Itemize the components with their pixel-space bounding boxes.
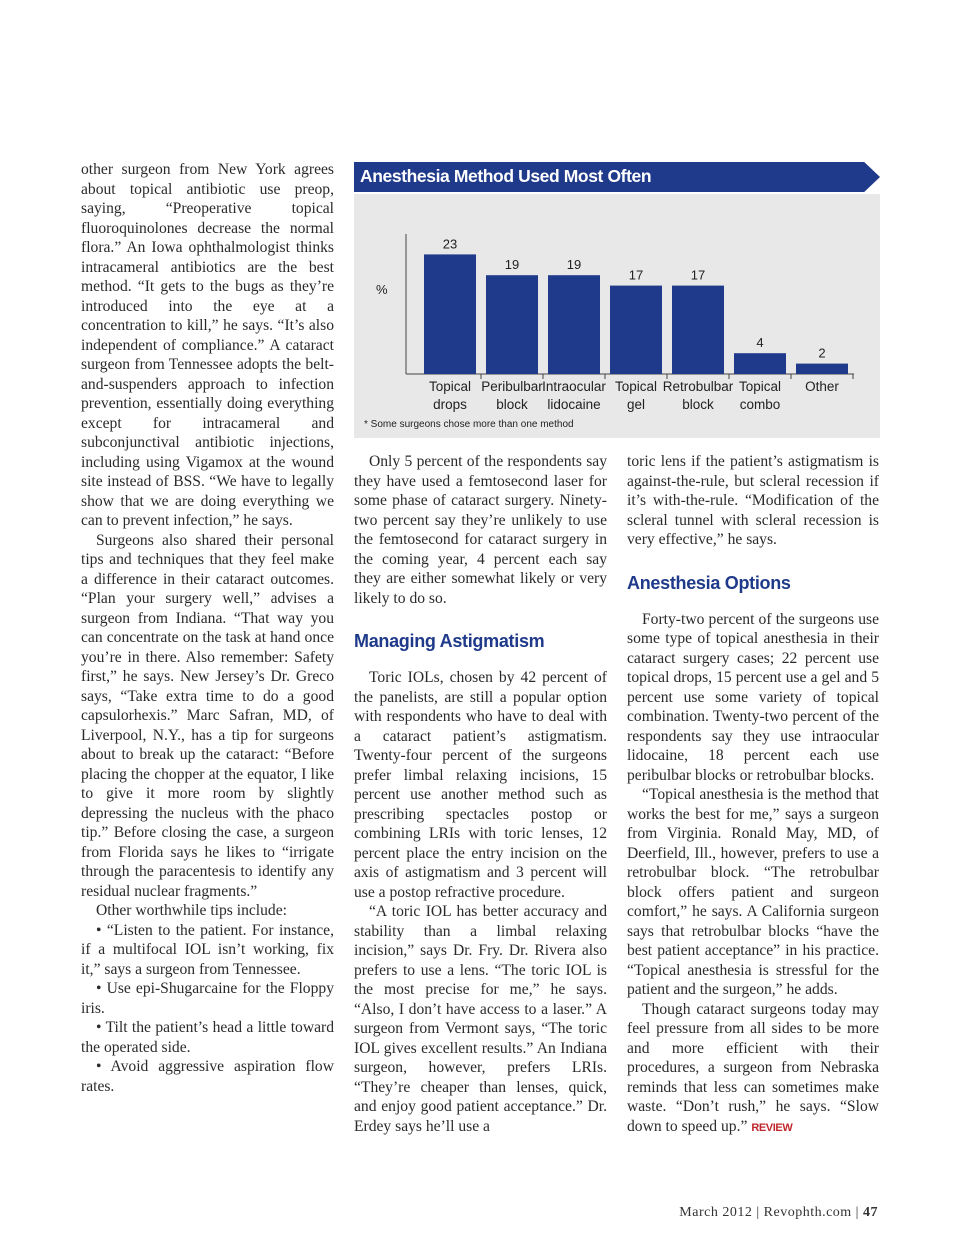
paragraph: Surgeons also shared their personal tips and techniques that they feel make a difference in their cataract outcomes. “Plan your surgery well,” advises a surgeon from Indiana. “That way you can concentrate on the task at hand once you’re in there. Also remember: Safety first,” he says. New Jersey’s Dr. Greco says, “Take extra time to do a good capsulorhexis.” Marc Safran, MD, of Liverpool, N.Y., has a tip for surgeons about to break up the cataract: “Before placing the chopper at the equator, I like to give it more room by slightly depressing the nucleus with the phaco tip.” Before closing the case, a surgeon from Florida says he likes to “irrigate through the paracentesis to identify any residual nuclear fragments.”: [81, 531, 334, 900]
bar-4: [672, 286, 724, 374]
tick-label-4-0: Retrobulbar: [662, 379, 734, 394]
chart-body: [354, 194, 880, 438]
bar-6: [796, 364, 848, 374]
bullet-item: • “Listen to the patient. For instance, if a multifocal IOL isn’t working, fix it,” says a surgeon from Tennessee.: [81, 921, 334, 978]
review-logo: REVIEW: [751, 1121, 793, 1134]
bullet-item: • Avoid aggressive aspiration flow rates.: [81, 1058, 334, 1095]
bar-5: [734, 353, 786, 374]
data-label-6: 2: [818, 345, 826, 361]
tick-label-0-1: drops: [433, 397, 467, 412]
tick-label-2-1: lidocaine: [547, 397, 601, 412]
tick-label-6-0: Other: [805, 379, 839, 394]
section-heading: Anesthesia Options: [627, 572, 791, 593]
tick-label-1-0: Peribulbar: [481, 379, 543, 394]
bullet-item: • Tilt the patient’s head a little toward the operated side.: [81, 1019, 334, 1056]
tick-label-0-0: Topical: [428, 379, 472, 394]
bullet-item: • Use epi-Shugarcaine for the Floppy iris.: [81, 980, 334, 1017]
chart-title: Anesthesia Method Used Most Often: [360, 166, 652, 186]
bar-1: [486, 275, 538, 374]
paragraph-text: Though cataract surgeons today may feel pressure from all sides to be more and more efficient with their procedures, a surgeon from Nebraska reminds that less can sometimes make waste. “Don’t rush,” he says. “Slow down to speed up.”: [627, 1000, 879, 1135]
chart-footnote: * Some surgeons chose more than one method: [364, 419, 574, 430]
article-column-3: [627, 452, 879, 1138]
paragraph: [627, 1000, 879, 1139]
paragraph: Forty-two percent of the surgeons use some type of topical anesthesia in their cataract surgery cases; 22 percent use topical drops, 15 percent use a gel and 5 percent use some variety of topical combination. Twenty-two percent of the respondents say they use intraocular lidocaine, 18 percent each use peribulbar blocks or retrobulbar blocks.: [627, 610, 879, 784]
data-label-5: 4: [756, 335, 764, 351]
article-column-2: [354, 452, 607, 1136]
paragraph: toric lens if the patient’s astigmatism is against-the-rule, but scleral recession if it’s with-the-rule. “Modification of the scleral tunnel with scleral recession is very effective,” he says.: [627, 453, 879, 548]
article-column-1: [81, 160, 334, 1096]
tick-label-5-0: Topical: [738, 379, 782, 394]
data-label-2: 19: [566, 257, 582, 273]
paragraph: other surgeon from New York agrees about topical antibiotic use preop, saying, “Preoperative topical fluoroquinolones decrease the normal flora.” An Iowa ophthalmologist thinks intracameral antibiotics are the best method. “It gets to the bugs as they’re introduced into the eye at a concentration to kill,” he says. “It’s also independent of compliance.” A cataract surgeon from Tennessee adopts the belt-and-suspenders approach to infection prevention, essentially doing everything except for intracameral and subconjunctival antibiotic injections, including using Vigamox at the wound site instead of BSS. “We have to legally show that we are doing everything we can to prevent infection,” he says.: [81, 161, 334, 529]
paragraph: “A toric IOL has better accuracy and stability than a limbal relaxing incision,” says Dr. Fry. Dr. Rivera also prefers to use a lens. “The toric IOL is the most precise for me,” he says. “Also, I don’t have access to a laser.” A surgeon from Vermont says, “The toric IOL gives excellent results.” An Indiana surgeon, however, prefers LRIs. “They’re cheaper than lenses, quick, and enjoy good patient acceptance.” Dr. Erdey says he’ll use a: [354, 903, 607, 1135]
paragraph: Only 5 percent of the respondents say they have used a femtosecond laser for some phase of cataract surgery. Ninety-two percent say they’re unlikely to use the femtosecond for cataract surgery in the coming year, 4 percent each say they are either somewhat likely or very likely to do so.: [354, 453, 607, 607]
bar-0: [424, 254, 476, 374]
data-label-1: 19: [504, 257, 520, 273]
data-label-4: 17: [690, 267, 706, 283]
paragraph: Toric IOLs, chosen by 42 percent of the panelists, are still a popular option with respondents who have to deal with a cataract patient’s astigmatism. Twenty-four percent of the surgeons prefer limbal relaxing incisions, 15 percent use another method such as prescribing spectacles postop or combining LRIs with toric lenses, 12 percent place the entry incision on the axis of astigmatism and 3 percent will use a postop refractive procedure.: [354, 669, 607, 901]
paragraph: “Topical anesthesia is the method that works the best for me,” says a surgeon from Virginia. Ronald May, MD, of Deerfield, Ill., however, prefers to use a retrobulbar block. “The retrobulbar block offers patient and surgeon comfort,” he says. A California surgeon says that retrobulbar blocks “have the best patient acceptance” in his practice. “Topical anesthesia is stressful for the patient and the surgeon,” he adds.: [627, 786, 879, 998]
tick-label-4-1: block: [682, 397, 714, 412]
footer-text: March 2012 | Revophth.com |: [679, 1205, 863, 1220]
tick-label-2-0: Intraocular: [542, 379, 606, 394]
y-axis-label: %: [376, 282, 388, 297]
chart-plot: [354, 194, 880, 438]
anesthesia-bar-chart: [354, 162, 880, 438]
bar-2: [548, 275, 600, 374]
tick-label-3-0: Topical: [614, 379, 658, 394]
data-label-3: 17: [628, 267, 644, 283]
section-heading: Managing Astigmatism: [354, 631, 545, 651]
page-number: 47: [863, 1205, 878, 1220]
paragraph: Other worthwhile tips include:: [96, 902, 287, 919]
tick-label-1-1: block: [496, 397, 528, 412]
data-label-0: 23: [442, 236, 458, 252]
bar-3: [610, 286, 662, 374]
page-footer: [679, 1205, 878, 1221]
tick-label-5-1: combo: [739, 397, 781, 412]
tick-label-3-1: gel: [626, 397, 646, 412]
